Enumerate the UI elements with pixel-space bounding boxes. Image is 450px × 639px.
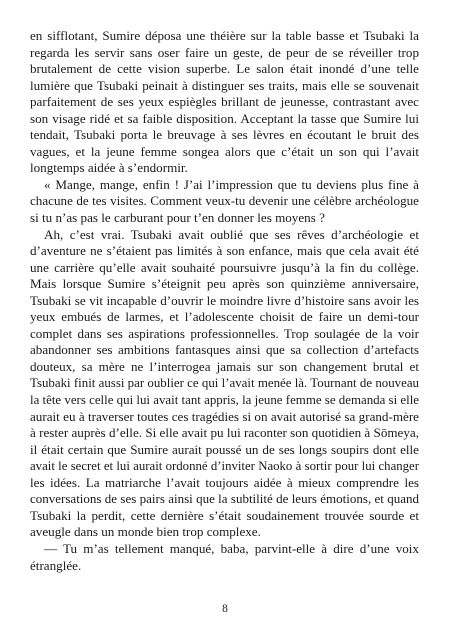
text-line: étranglée. [30,557,82,573]
text-line: conversations de ses pairs ainsi que la subtilité de leurs émotions, et quand [30,491,419,507]
text-line: il était certain que Sumire aurait poussé un de ses longs soupirs dont elle [30,441,419,457]
text-line: chacune de tes visites. Comment veux-tu devenir une célèbre archéologue [30,193,419,209]
text-line: avait le secret et lui aurait ordonné d’inviter Naoko à sortir pour lui changer [30,459,419,474]
text-line: Tsubaki la perdit, cette dernière s’était soudainement trouvée sourde et [30,507,419,523]
text-line: les idées. La matriarche l’avait toujours aidée à mieux comprendre les [30,474,419,490]
body-text [30,28,419,574]
text-line: aveugle dans un monde bien trop complexe. [30,524,261,540]
text-line: une carrière qu’elle avait souhaité poursuivre jusqu’à la fin du collège. [30,259,419,275]
text-line: aurait eu à traverser toutes ces tragédies si on avait autorisé sa grand-mère [30,408,419,424]
text-line: douteux, sa mère ne l’interrogea jamais sur son changement brutal et [30,358,419,374]
text-line: tendait, Tsubaki porta le breuvage à ses lèvres en écoutant le bruit des [30,127,419,143]
text-line: « Mange, mange, enfin ! J’ai l’impression que tu deviens plus fine à [44,176,419,192]
text-line: Mais lorsque Sumire s’éteignit peu après son quinzième anniversaire, [30,276,419,292]
text-line: la tête vers celle qui lui avait tant appris, la jeune femme se demanda si elle [30,393,419,408]
text-line: Tsubaki se vit incapable d’ouvrir le moindre livre d’histoire sans avoir les [30,292,419,308]
text-line: à rester auprès d’elle. Si elle avait pu lui raconter son quotidien à Sōmeya, [30,425,419,441]
text-line: abandonner ses ambitions fantasques ainsi que sa collection d’artefacts [30,342,419,358]
text-line: brutalement de cette vision superbe. Le salon était inondé d’une telle [30,61,419,77]
text-line: — Tu m’as tellement manqué, baba, parvint-elle à dire d’une voix [44,540,419,556]
text-line: complet dans ses aspirations professionnelles. Trop soulagée de la voir [30,325,419,341]
text-line: son visage ridé et sa faible disposition. Acceptant la tasse que Sumire lui [30,110,419,126]
text-line: vagues, et la jeune femme songea alors que c’était un son qui l’avait [30,143,419,159]
text-line: longtemps aidée à s’endormir. [30,160,188,176]
text-line: en sifflotant, Sumire déposa une théière sur la table basse et Tsubaki la [30,28,419,43]
text-line: parfaitement de ses yeux espiègles brillant de jeunesse, contrastant avec [30,94,419,110]
text-line: lumière que Tsubaki peinait à distinguer ses traits, mais elle se souvenait [30,77,419,93]
text-line: regarda les servir sans oser faire un geste, de peur de se réveiller trop [30,44,419,60]
text-line: Ah, c’est vrai. Tsubaki avait oublié que ses rêves d’archéologie et [44,226,419,242]
text-line: d’aventure ne s’étaient pas limités à son enfance, mais que cela avait été [30,243,419,259]
page-number: 8 [222,603,228,615]
text-line: si tu n’as pas le carburant pour t’en donner les moyens ? [30,210,325,226]
text-line: yeux embués de larmes, et l’adolescente choisit de faire un demi-tour [30,309,419,325]
text-line: Tsubaki finit aussi par oublier ce qui l’avait menée là. Tournant de nouveau [30,376,419,391]
